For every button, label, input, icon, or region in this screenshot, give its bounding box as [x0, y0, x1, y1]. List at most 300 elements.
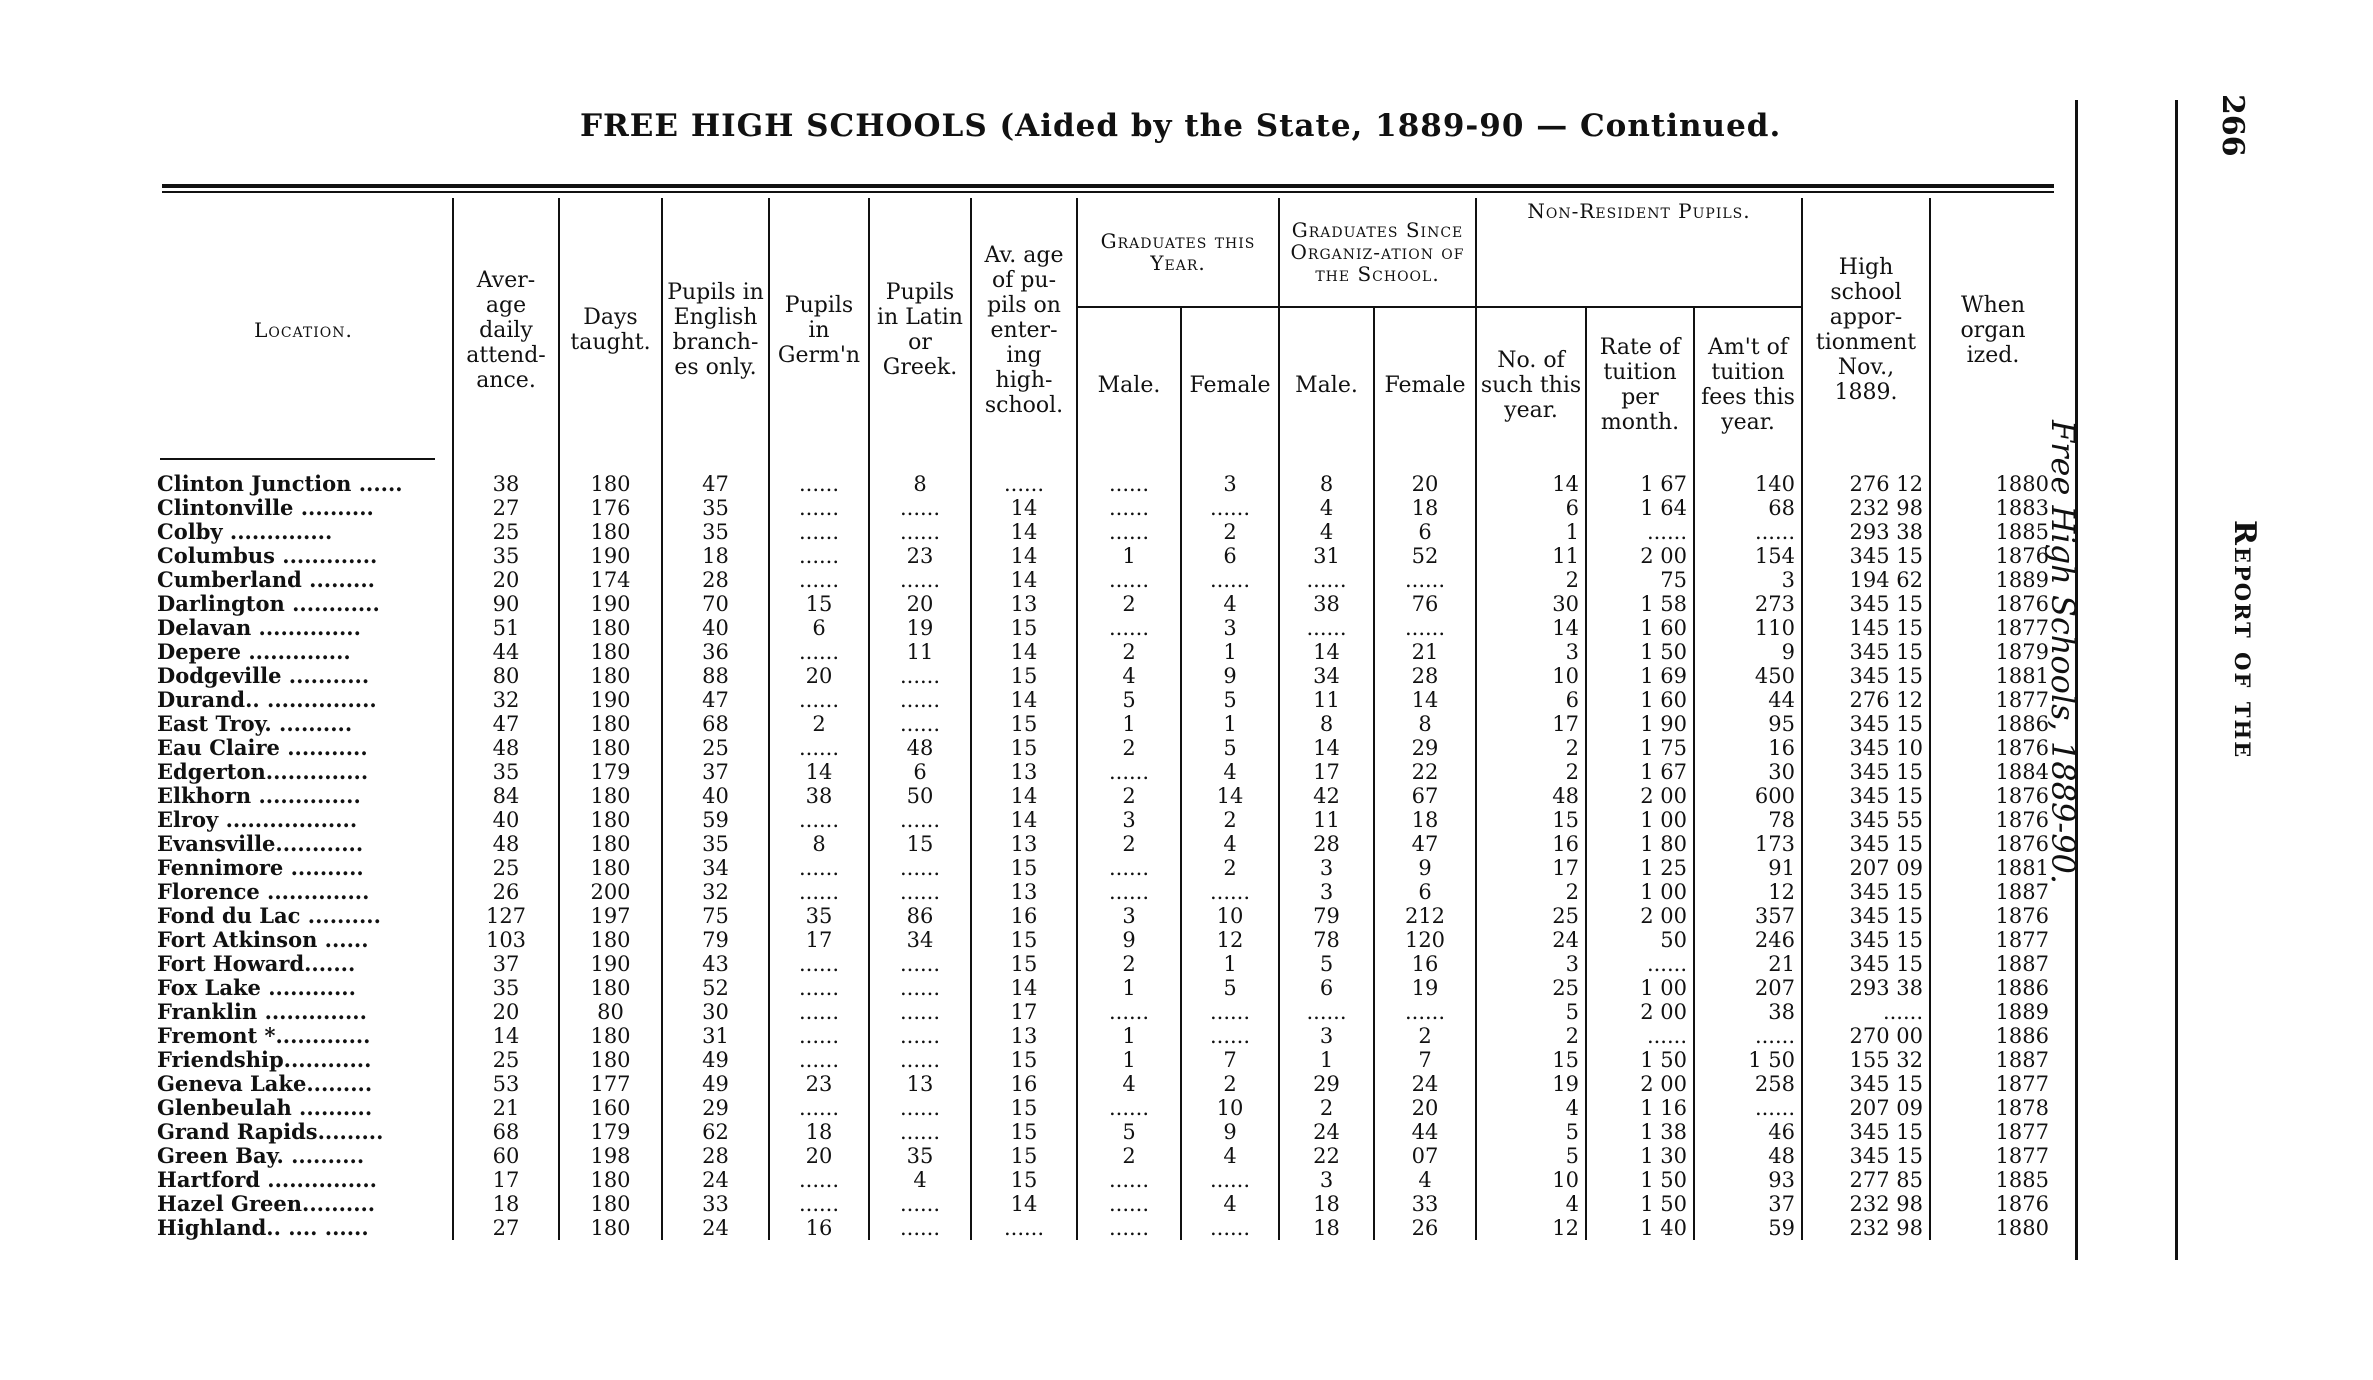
cell-nr-number: 3 [1476, 640, 1586, 664]
cell-german: ...... [769, 880, 869, 904]
header-female: Female [1181, 307, 1279, 462]
cell-days: 180 [559, 664, 662, 688]
cell-nr-amount: 207 [1694, 976, 1802, 1000]
header-organized: When organ ized. [1930, 198, 2055, 462]
cell-days: 180 [559, 616, 662, 640]
table-row [155, 664, 2055, 688]
cell-organized: 1876 [1930, 904, 2055, 928]
cell-german: 18 [769, 1120, 869, 1144]
header-avg-age: Av. age of pu-pils on enter-ing high-school. [971, 198, 1077, 462]
side-running-header: Report of the [2227, 520, 2262, 760]
right-border-2 [2175, 100, 2178, 1260]
cell-since-female: 28 [1374, 664, 1476, 688]
table-row [155, 952, 2055, 976]
cell-since-female: 47 [1374, 832, 1476, 856]
table-row [155, 1168, 2055, 1192]
table-row [155, 1144, 2055, 1168]
cell-days: 180 [559, 1168, 662, 1192]
cell-avg-age: 14 [971, 520, 1077, 544]
cell-grad-female: 1 [1181, 712, 1279, 736]
cell-nr-rate: 2 00 [1586, 544, 1694, 568]
cell-since-male: ...... [1279, 616, 1374, 640]
cell-avg-age: 15 [971, 712, 1077, 736]
cell-apportionment: 277 85 [1802, 1168, 1930, 1192]
cell-nr-number: 16 [1476, 832, 1586, 856]
side-running-title: Free High Schools, 1889-90. [2044, 420, 2082, 885]
cell-since-male: 14 [1279, 736, 1374, 760]
cell-organized: 1877 [1930, 688, 2055, 712]
cell-location: Elkhorn .............. [157, 783, 361, 808]
cell-avg-age: 15 [971, 1120, 1077, 1144]
cell-latin: ...... [869, 952, 971, 976]
cell-grad-male: ...... [1077, 496, 1181, 520]
cell-avg-age: 13 [971, 880, 1077, 904]
cell-latin: 19 [869, 616, 971, 640]
cell-english: 49 [662, 1048, 769, 1072]
cell-avg-age: 14 [971, 568, 1077, 592]
cell-avg-age: 14 [971, 640, 1077, 664]
cell-attendance: 20 [453, 1000, 559, 1024]
cell-latin: ...... [869, 856, 971, 880]
cell-organized: 1887 [1930, 1048, 2055, 1072]
cell-nr-rate: 1 30 [1586, 1144, 1694, 1168]
cell-latin: ...... [869, 1000, 971, 1024]
cell-since-male: 42 [1279, 784, 1374, 808]
cell-nr-amount: 357 [1694, 904, 1802, 928]
cell-location: East Troy. .......... [157, 711, 353, 736]
cell-nr-amount: 450 [1694, 664, 1802, 688]
cell-nr-rate: 1 58 [1586, 592, 1694, 616]
cell-attendance: 14 [453, 1024, 559, 1048]
cell-latin: 11 [869, 640, 971, 664]
cell-since-female: 21 [1374, 640, 1476, 664]
cell-nr-amount: 16 [1694, 736, 1802, 760]
cell-since-female: 18 [1374, 496, 1476, 520]
cell-nr-amount: 46 [1694, 1120, 1802, 1144]
cell-grad-female: 4 [1181, 592, 1279, 616]
cell-organized: 1886 [1930, 712, 2055, 736]
cell-organized: 1876 [1930, 736, 2055, 760]
cell-grad-female: 2 [1181, 808, 1279, 832]
cell-nr-amount: 3 [1694, 568, 1802, 592]
cell-location: Clintonville .......... [157, 495, 374, 520]
cell-english: 30 [662, 1000, 769, 1024]
cell-nr-rate: 1 00 [1586, 808, 1694, 832]
cell-nr-amount: 30 [1694, 760, 1802, 784]
cell-latin: 15 [869, 832, 971, 856]
location-underline [160, 458, 435, 460]
cell-nr-number: 17 [1476, 856, 1586, 880]
cell-apportionment: 345 15 [1802, 928, 1930, 952]
cell-nr-number: 4 [1476, 1192, 1586, 1216]
table-row [155, 520, 2055, 544]
cell-avg-age: 17 [971, 1000, 1077, 1024]
cell-organized: 1885 [1930, 520, 2055, 544]
cell-latin: 34 [869, 928, 971, 952]
header-graduates-since: Graduates Since Organiz-ation of the School. [1279, 198, 1476, 307]
table-row [155, 496, 2055, 520]
cell-grad-male: ...... [1077, 520, 1181, 544]
cell-apportionment: 345 10 [1802, 736, 1930, 760]
cell-since-female: 18 [1374, 808, 1476, 832]
cell-nr-number: 5 [1476, 1120, 1586, 1144]
cell-nr-amount: 93 [1694, 1168, 1802, 1192]
table-row [155, 1048, 2055, 1072]
cell-nr-number: 48 [1476, 784, 1586, 808]
cell-nr-rate: 2 00 [1586, 784, 1694, 808]
cell-nr-number: 2 [1476, 880, 1586, 904]
cell-apportionment: 345 15 [1802, 784, 1930, 808]
table-row [155, 856, 2055, 880]
cell-avg-age: 14 [971, 688, 1077, 712]
cell-grad-male: 1 [1077, 1048, 1181, 1072]
cell-apportionment: 207 09 [1802, 1096, 1930, 1120]
cell-since-female: 120 [1374, 928, 1476, 952]
cell-grad-female: ...... [1181, 568, 1279, 592]
cell-german: ...... [769, 1000, 869, 1024]
cell-attendance: 44 [453, 640, 559, 664]
cell-attendance: 35 [453, 976, 559, 1000]
cell-german: ...... [769, 976, 869, 1000]
cell-days: 180 [559, 1192, 662, 1216]
cell-since-female: 26 [1374, 1216, 1476, 1240]
cell-since-male: 6 [1279, 976, 1374, 1000]
cell-since-male: 18 [1279, 1216, 1374, 1240]
cell-attendance: 80 [453, 664, 559, 688]
cell-latin: ...... [869, 664, 971, 688]
header-graduates-this-year: Graduates this Year. [1077, 198, 1279, 307]
cell-grad-female: ...... [1181, 1000, 1279, 1024]
cell-nr-number: 25 [1476, 904, 1586, 928]
cell-avg-age: 14 [971, 1192, 1077, 1216]
cell-nr-amount: 246 [1694, 928, 1802, 952]
cell-nr-rate: 1 60 [1586, 616, 1694, 640]
cell-nr-amount: ...... [1694, 520, 1802, 544]
cell-since-male: ...... [1279, 568, 1374, 592]
cell-attendance: 38 [453, 462, 559, 496]
cell-nr-amount: 38 [1694, 1000, 1802, 1024]
cell-attendance: 68 [453, 1120, 559, 1144]
cell-since-male: ...... [1279, 1000, 1374, 1024]
cell-nr-rate: 1 50 [1586, 1192, 1694, 1216]
cell-attendance: 27 [453, 496, 559, 520]
cell-avg-age: 15 [971, 928, 1077, 952]
cell-days: 179 [559, 760, 662, 784]
cell-attendance: 21 [453, 1096, 559, 1120]
cell-attendance: 103 [453, 928, 559, 952]
table-row [155, 880, 2055, 904]
cell-organized: 1878 [1930, 1096, 2055, 1120]
cell-days: 176 [559, 496, 662, 520]
cell-avg-age: 15 [971, 1048, 1077, 1072]
cell-nr-number: 6 [1476, 496, 1586, 520]
cell-since-male: 38 [1279, 592, 1374, 616]
cell-english: 70 [662, 592, 769, 616]
cell-grad-male: 1 [1077, 1024, 1181, 1048]
cell-grad-male: 2 [1077, 1144, 1181, 1168]
cell-nr-amount: 91 [1694, 856, 1802, 880]
cell-since-female: 22 [1374, 760, 1476, 784]
table-row [155, 832, 2055, 856]
cell-since-female: 33 [1374, 1192, 1476, 1216]
cell-organized: 1877 [1930, 928, 2055, 952]
cell-nr-amount: 48 [1694, 1144, 1802, 1168]
cell-organized: 1876 [1930, 1192, 2055, 1216]
cell-english: 29 [662, 1096, 769, 1120]
cell-organized: 1881 [1930, 856, 2055, 880]
cell-avg-age: 14 [971, 784, 1077, 808]
cell-location: Depere .............. [157, 639, 351, 664]
table-row [155, 808, 2055, 832]
cell-english: 28 [662, 568, 769, 592]
cell-attendance: 25 [453, 520, 559, 544]
cell-latin: 35 [869, 1144, 971, 1168]
cell-latin: ...... [869, 976, 971, 1000]
cell-english: 88 [662, 664, 769, 688]
cell-attendance: 127 [453, 904, 559, 928]
cell-apportionment: 345 15 [1802, 592, 1930, 616]
cell-location: Clinton Junction ...... [157, 471, 403, 496]
cell-latin: ...... [869, 1216, 971, 1240]
cell-english: 37 [662, 760, 769, 784]
cell-organized: 1887 [1930, 880, 2055, 904]
cell-days: 160 [559, 1096, 662, 1120]
cell-grad-female: 9 [1181, 1120, 1279, 1144]
cell-nr-amount: 173 [1694, 832, 1802, 856]
cell-latin: ...... [869, 1192, 971, 1216]
table-row [155, 784, 2055, 808]
cell-organized: 1889 [1930, 1000, 2055, 1024]
cell-attendance: 53 [453, 1072, 559, 1096]
header-days: Days taught. [559, 198, 662, 462]
cell-organized: 1879 [1930, 640, 2055, 664]
table-body [155, 462, 2055, 1240]
cell-nr-amount: 78 [1694, 808, 1802, 832]
cell-latin: 6 [869, 760, 971, 784]
cell-since-female: 8 [1374, 712, 1476, 736]
cell-location: Fort Howard....... [157, 951, 356, 976]
cell-nr-number: 6 [1476, 688, 1586, 712]
cell-nr-number: 17 [1476, 712, 1586, 736]
cell-nr-number: 14 [1476, 616, 1586, 640]
cell-attendance: 51 [453, 616, 559, 640]
cell-days: 198 [559, 1144, 662, 1168]
header-german: Pupils in Germ'n [769, 198, 869, 462]
cell-attendance: 18 [453, 1192, 559, 1216]
cell-grad-female: ...... [1181, 880, 1279, 904]
header-location: Location. [254, 318, 353, 342]
cell-latin: ...... [869, 1096, 971, 1120]
cell-days: 180 [559, 640, 662, 664]
cell-days: 177 [559, 1072, 662, 1096]
cell-nr-amount: 258 [1694, 1072, 1802, 1096]
cell-apportionment: 293 38 [1802, 520, 1930, 544]
cell-days: 180 [559, 520, 662, 544]
cell-apportionment: 345 15 [1802, 1120, 1930, 1144]
cell-days: 190 [559, 544, 662, 568]
cell-since-female: 76 [1374, 592, 1476, 616]
cell-since-male: 5 [1279, 952, 1374, 976]
cell-days: 180 [559, 976, 662, 1000]
cell-since-male: 24 [1279, 1120, 1374, 1144]
table-row [155, 688, 2055, 712]
cell-days: 174 [559, 568, 662, 592]
cell-since-male: 4 [1279, 520, 1374, 544]
cell-nr-amount: 68 [1694, 496, 1802, 520]
cell-german: ...... [769, 856, 869, 880]
cell-grad-female: 10 [1181, 904, 1279, 928]
cell-nr-number: 2 [1476, 568, 1586, 592]
table-row [155, 1000, 2055, 1024]
cell-attendance: 47 [453, 712, 559, 736]
table-row [155, 1120, 2055, 1144]
cell-attendance: 20 [453, 568, 559, 592]
cell-grad-male: ...... [1077, 568, 1181, 592]
cell-since-male: 4 [1279, 496, 1374, 520]
cell-nr-amount: 21 [1694, 952, 1802, 976]
cell-latin: ...... [869, 1120, 971, 1144]
cell-nr-number: 15 [1476, 1048, 1586, 1072]
header-nr-amount: Am't of tuition fees this year. [1694, 307, 1802, 462]
cell-apportionment: 232 98 [1802, 1216, 1930, 1240]
cell-grad-female: 4 [1181, 1144, 1279, 1168]
cell-organized: 1877 [1930, 616, 2055, 640]
cell-german: 2 [769, 712, 869, 736]
cell-organized: 1880 [1930, 462, 2055, 496]
cell-location: Hazel Green.......... [157, 1191, 376, 1216]
table-row [155, 1192, 2055, 1216]
cell-nr-rate: ...... [1586, 952, 1694, 976]
cell-nr-number: 11 [1476, 544, 1586, 568]
cell-since-male: 29 [1279, 1072, 1374, 1096]
cell-grad-male: 2 [1077, 832, 1181, 856]
cell-apportionment: 345 15 [1802, 712, 1930, 736]
cell-english: 43 [662, 952, 769, 976]
cell-english: 75 [662, 904, 769, 928]
cell-nr-amount: 110 [1694, 616, 1802, 640]
cell-english: 24 [662, 1168, 769, 1192]
cell-grad-male: 1 [1077, 712, 1181, 736]
cell-avg-age: 15 [971, 856, 1077, 880]
cell-nr-number: 24 [1476, 928, 1586, 952]
cell-grad-female: 12 [1181, 928, 1279, 952]
cell-grad-male: 4 [1077, 1072, 1181, 1096]
cell-nr-number: 4 [1476, 1096, 1586, 1120]
cell-apportionment: 293 38 [1802, 976, 1930, 1000]
cell-avg-age: 15 [971, 736, 1077, 760]
header-english: Pupils in English branch-es only. [662, 198, 769, 462]
cell-nr-number: 30 [1476, 592, 1586, 616]
cell-organized: 1886 [1930, 976, 2055, 1000]
cell-since-male: 3 [1279, 880, 1374, 904]
cell-nr-amount: 140 [1694, 462, 1802, 496]
cell-apportionment: 145 15 [1802, 616, 1930, 640]
cell-nr-rate: 1 16 [1586, 1096, 1694, 1120]
cell-latin: ...... [869, 1048, 971, 1072]
cell-days: 180 [559, 1024, 662, 1048]
cell-nr-rate: 1 38 [1586, 1120, 1694, 1144]
cell-english: 31 [662, 1024, 769, 1048]
cell-since-female: 07 [1374, 1144, 1476, 1168]
cell-nr-amount: 12 [1694, 880, 1802, 904]
cell-location: Darlington ............ [157, 591, 380, 616]
table-row [155, 928, 2055, 952]
cell-apportionment: 345 15 [1802, 1144, 1930, 1168]
cell-organized: 1884 [1930, 760, 2055, 784]
cell-since-male: 18 [1279, 1192, 1374, 1216]
cell-german: ...... [769, 808, 869, 832]
cell-avg-age: 15 [971, 1096, 1077, 1120]
cell-latin: ...... [869, 520, 971, 544]
header-nr-number: No. of such this year. [1476, 307, 1586, 462]
cell-grad-female: 1 [1181, 640, 1279, 664]
schools-table [155, 198, 2055, 1240]
table-row [155, 712, 2055, 736]
cell-attendance: 35 [453, 760, 559, 784]
cell-since-female: 20 [1374, 462, 1476, 496]
table-row [155, 1024, 2055, 1048]
cell-since-male: 3 [1279, 856, 1374, 880]
cell-grad-female: 4 [1181, 760, 1279, 784]
cell-english: 35 [662, 496, 769, 520]
cell-days: 180 [559, 1048, 662, 1072]
cell-grad-female: 5 [1181, 736, 1279, 760]
cell-organized: 1881 [1930, 664, 2055, 688]
cell-nr-number: 2 [1476, 1024, 1586, 1048]
cell-location: Franklin .............. [157, 999, 367, 1024]
cell-organized: 1876 [1930, 592, 2055, 616]
cell-german: ...... [769, 688, 869, 712]
cell-latin: 86 [869, 904, 971, 928]
cell-since-female: 7 [1374, 1048, 1476, 1072]
cell-nr-rate: 1 64 [1586, 496, 1694, 520]
table-row [155, 1216, 2055, 1240]
cell-attendance: 60 [453, 1144, 559, 1168]
cell-nr-rate: 1 00 [1586, 976, 1694, 1000]
cell-grad-female: 3 [1181, 616, 1279, 640]
cell-german: 38 [769, 784, 869, 808]
cell-since-female: 9 [1374, 856, 1476, 880]
cell-apportionment: 345 55 [1802, 808, 1930, 832]
cell-english: 59 [662, 808, 769, 832]
cell-days: 180 [559, 462, 662, 496]
cell-attendance: 37 [453, 952, 559, 976]
table-row [155, 640, 2055, 664]
cell-attendance: 32 [453, 688, 559, 712]
cell-apportionment: 345 15 [1802, 664, 1930, 688]
cell-location: Dodgeville ........... [157, 663, 370, 688]
cell-since-male: 1 [1279, 1048, 1374, 1072]
cell-latin: 20 [869, 592, 971, 616]
cell-apportionment: 345 15 [1802, 880, 1930, 904]
cell-location: Delavan .............. [157, 615, 361, 640]
cell-german: ...... [769, 1024, 869, 1048]
cell-since-male: 28 [1279, 832, 1374, 856]
cell-nr-rate: 1 80 [1586, 832, 1694, 856]
cell-nr-rate: 1 75 [1586, 736, 1694, 760]
cell-nr-number: 10 [1476, 664, 1586, 688]
cell-days: 180 [559, 1216, 662, 1240]
cell-nr-number: 14 [1476, 462, 1586, 496]
cell-nr-rate: 1 00 [1586, 880, 1694, 904]
cell-avg-age: 14 [971, 496, 1077, 520]
cell-grad-male: ...... [1077, 1192, 1181, 1216]
cell-german: 20 [769, 1144, 869, 1168]
cell-days: 190 [559, 688, 662, 712]
cell-nr-rate: 2 00 [1586, 1000, 1694, 1024]
cell-location: Highland.. .... ...... [157, 1215, 369, 1240]
cell-days: 200 [559, 880, 662, 904]
